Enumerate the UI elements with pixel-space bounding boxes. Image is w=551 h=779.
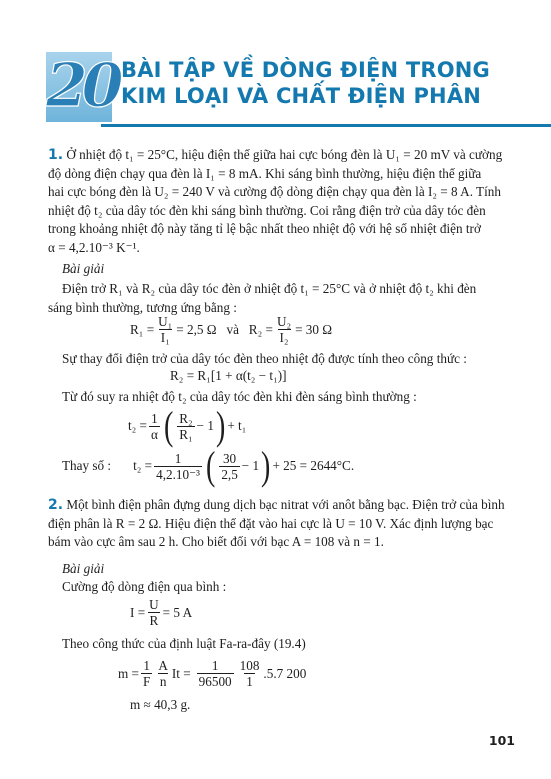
frac-den: 2,5: [221, 466, 238, 482]
fraction: [197, 658, 234, 689]
frac-den: I₁: [160, 330, 170, 345]
fraction: [238, 658, 262, 689]
frac-den: F: [143, 674, 151, 689]
problem-1-text-line: trong khoảng nhiệt độ này tăng tỉ lệ bậc nhất theo nhiệt độ với hệ số nhiệt điện trở: [48, 221, 481, 237]
problem-2-statement: [48, 496, 516, 552]
chapter-title-line-1: BÀI TẬP VỀ DÒNG ĐIỆN TRONG: [121, 58, 490, 82]
fraction: [177, 411, 194, 442]
chapter-header: [46, 52, 516, 126]
chapter-number: 20: [46, 51, 118, 121]
solution-text-line: Sự thay đổi điện trở của dây tóc đèn theo nhiệt độ được tính theo công thức :: [62, 351, 467, 366]
problem-1-text-line: α = 4,2.10⁻³ K⁻¹.: [48, 239, 140, 255]
solution-text-line: sáng bình thường, tương ứng bằng :: [48, 299, 237, 315]
problem-2-text-line: bám vào cực âm sau 2 h. Cho biết đối với bạc A = 108 và n = 1.: [48, 534, 384, 550]
equation-current: [130, 597, 192, 628]
chapter-title: [121, 57, 521, 109]
paren-close: ): [215, 403, 226, 448]
frac-num: R₂: [179, 410, 193, 426]
page-number: 101: [488, 733, 515, 748]
frac-den: n: [159, 674, 167, 689]
problem-2-text-line: Một bình điện phân đựng dung dịch bạc nitrat với anôt bằng bạc. Điện trở của bình: [63, 497, 505, 512]
problem-1-number: 1.: [48, 147, 64, 163]
eq-text: .5.7 200: [263, 665, 307, 681]
eq-text: m =: [118, 665, 139, 681]
frac-den: 1: [246, 674, 253, 689]
problem-1-text-line: nhiệt độ t₂ của dây tóc đèn khi sáng bình thường. Coi rằng điện trở của dây tóc đèn: [48, 202, 486, 218]
eq-text: + 25 = 2644°C.: [272, 458, 355, 473]
fraction: [156, 314, 174, 345]
chapter-title-line-2: KIM LOẠI VÀ CHẤT ĐIỆN PHÂN: [121, 84, 482, 108]
eq-label: Thay số :: [62, 458, 112, 473]
equation-t2-formula: [128, 403, 247, 448]
paren-open: (: [205, 443, 216, 488]
problem-1-solution-label: Bài giải: [62, 261, 105, 276]
frac-den: 96500: [198, 674, 232, 689]
eq-text: + t₁: [227, 418, 247, 433]
equation-resistance-temperature: R₂ = R₁[1 + α(t₂ − t₁)]: [170, 368, 287, 383]
frac-num: 1: [174, 450, 182, 466]
fraction: [147, 597, 161, 628]
frac-den: R: [149, 613, 159, 628]
eq-text: − 1: [241, 458, 260, 473]
equation-resistances: [130, 314, 332, 345]
eq-text: I =: [130, 604, 146, 620]
eq-text: t₂ =: [133, 458, 153, 473]
equation-t2-numeric: [62, 443, 355, 488]
frac-den: R₁: [179, 426, 193, 442]
frac-num: U₁: [158, 314, 173, 329]
problem-1-text-line: Ở nhiệt độ t₁ = 25°C, hiệu điện thế giữa hai cực bóng đèn là U₁ = 20 mV và cường: [63, 147, 503, 162]
frac-num: 108: [239, 658, 260, 673]
chapter-title-underline: [101, 124, 551, 127]
problem-1-text-line: độ dòng điện chạy qua đèn là I₁ = 8 mA. Khi sáng bình thường, hiệu điện thế giữa: [48, 165, 482, 181]
fraction: [219, 451, 239, 482]
frac-num: U₂: [276, 314, 292, 329]
frac-num: 1: [211, 658, 219, 673]
frac-num: 1: [143, 658, 150, 673]
problem-1-text-line: hai cực bóng đèn là U₂ = 240 V và cường độ dòng điện chạy qua đèn là I₂ = 8 A. Tính: [48, 184, 501, 200]
problem-1-statement: [48, 146, 516, 258]
problem-2-solution-label: Bài giải: [62, 561, 105, 576]
eq-text: R₁ =: [130, 321, 155, 337]
equation-mass-result: m ≈ 40,3 g.: [130, 697, 191, 712]
solution-text-line: Từ đó suy ra nhiệt độ t₂ của dây tóc đèn khi đèn sáng bình thường :: [62, 389, 417, 404]
fraction: [141, 658, 152, 689]
fraction: [149, 411, 160, 442]
problem-1-solution-intro: [48, 280, 530, 317]
frac-den: I₂: [279, 330, 289, 345]
eq-text: t₂ =: [128, 418, 147, 433]
frac-num: U: [149, 597, 159, 612]
solution-text-line: Điện trở R₁ và R₂ của dây tóc đèn ở nhiệt độ t₁ = 25°C và ở nhiệt độ t₂ khi đèn: [62, 281, 477, 296]
solution-text-line: Cường độ dòng điện qua bình :: [62, 579, 227, 594]
frac-num: 30: [222, 450, 237, 466]
chapter-number-badge: [46, 51, 118, 122]
eq-text: − 1: [196, 418, 214, 433]
paren-close: ): [261, 443, 271, 488]
eq-text: It =: [171, 665, 191, 681]
fraction: [154, 451, 202, 482]
frac-den: α: [151, 426, 158, 442]
equation-faraday: [118, 658, 306, 689]
paren-open: (: [163, 403, 174, 448]
frac-den: 4,2.10⁻³: [156, 466, 200, 482]
fraction: [156, 658, 170, 689]
eq-text: = 5 A: [162, 604, 193, 620]
problem-2-number: 2.: [48, 497, 64, 513]
frac-num: 1: [151, 410, 158, 426]
eq-text: = 30 Ω: [295, 321, 333, 337]
fraction: [275, 314, 293, 345]
problem-2-text-line: điện phân là R = 2 Ω. Hiệu điện thế đặt vào hai cực là U = 10 V. Xác định lượng bạc: [48, 515, 494, 531]
frac-num: A: [158, 658, 168, 673]
eq-text: = 2,5 Ω và R₂ =: [176, 321, 273, 337]
solution-text-line: Theo công thức của định luật Fa-ra-đây (19.4): [62, 636, 306, 651]
